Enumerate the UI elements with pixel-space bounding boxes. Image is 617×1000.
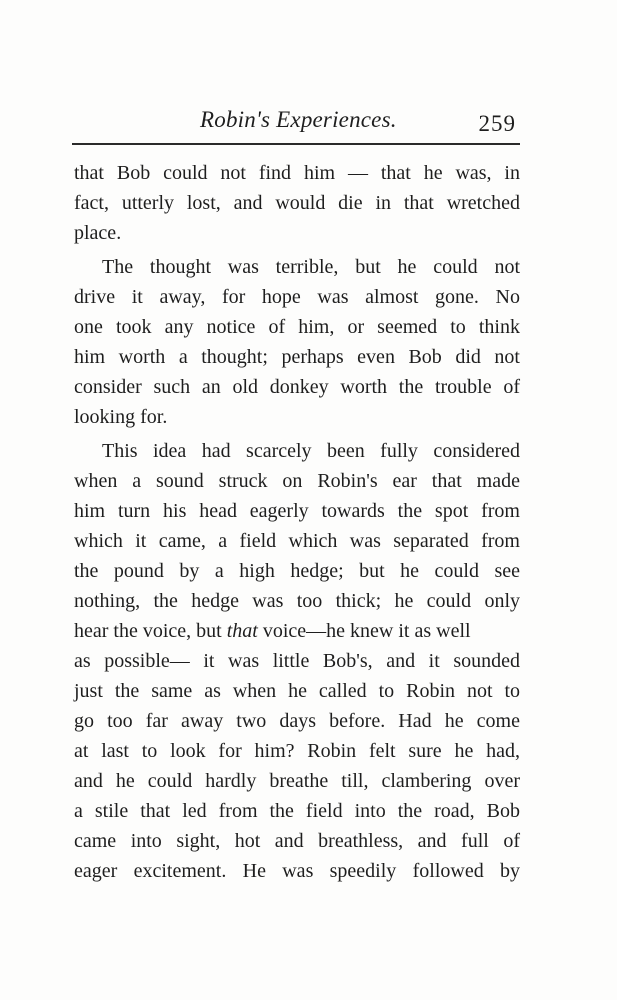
text-line: which it came, a field which was separated from (74, 530, 520, 552)
text-line: as possible— it was little Bob's, and it sounded (74, 650, 520, 672)
text-segment: voice—he knew it as well (262, 620, 471, 642)
text-line: one took any notice of him, or seemed to think (74, 316, 520, 338)
text-segment: hear the voice, but (74, 620, 222, 642)
text-line: when a sound struck on Robin's ear that made (74, 470, 520, 492)
text-line: just the same as when he called to Robin not to (74, 680, 520, 702)
text-line: that Bob could not find him — that he was, in (74, 162, 520, 184)
body-text (74, 158, 520, 886)
text-line: fact, utterly lost, and would die in that wretched (74, 192, 520, 214)
text-line: place. (74, 222, 122, 244)
page-number: 259 (478, 111, 516, 136)
text-line: the pound by a high hedge; but he could see (74, 560, 520, 582)
text-line (74, 616, 520, 646)
running-title: Robin's Experiences. (200, 107, 397, 132)
text-line: This idea had scarcely been fully considered (102, 440, 520, 462)
text-line: eager excitement. He was speedily followed by (74, 860, 520, 882)
text-line: at last to look for him? Robin felt sure he had, (74, 740, 520, 762)
emphasis-that: that (226, 620, 258, 642)
text-line: looking for. (74, 406, 168, 428)
text-line: consider such an old donkey worth the trouble of (74, 376, 520, 398)
header-rule (72, 143, 520, 145)
text-line: and he could hardly breathe till, clambering over (74, 770, 520, 792)
text-line: a stile that led from the field into the road, Bob (74, 800, 520, 822)
page-header (72, 103, 520, 139)
text-line: nothing, the hedge was too thick; he could only (74, 590, 520, 612)
text-line: came into sight, hot and breathless, and full of (74, 830, 520, 852)
text-line: drive it away, for hope was almost gone. No (74, 286, 520, 308)
text-line: him turn his head eagerly towards the spot from (74, 500, 520, 522)
text-line: go too far away two days before. Had he come (74, 710, 520, 732)
text-line: him worth a thought; perhaps even Bob did not (74, 346, 520, 368)
text-line: The thought was terrible, but he could not (102, 256, 520, 278)
